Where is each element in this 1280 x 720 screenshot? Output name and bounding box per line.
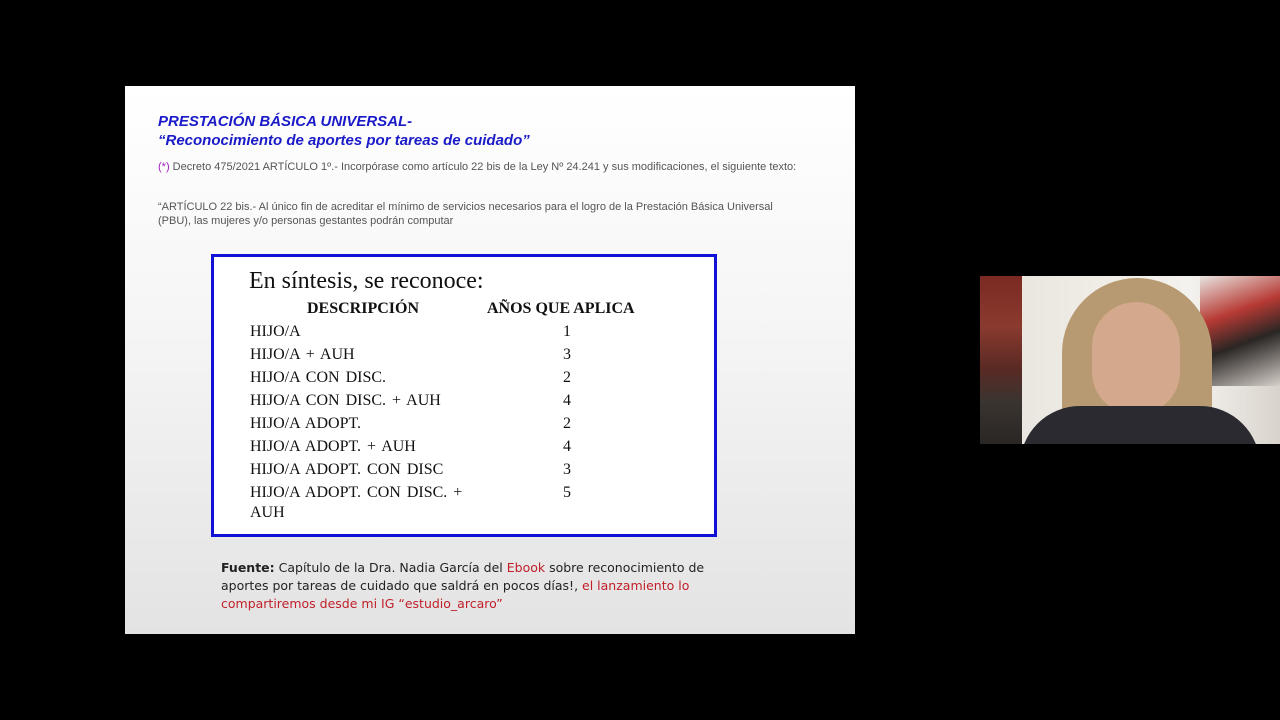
- row-years: 2: [563, 369, 571, 386]
- row-years: 3: [563, 346, 571, 363]
- decree-marker: (*): [158, 161, 170, 173]
- row-years: 4: [563, 438, 571, 455]
- row-description: HIJO/A CON DISC.: [250, 369, 387, 386]
- row-description: HIJO/A ADOPT. CON DISC. + AUH: [250, 484, 463, 521]
- row-years: 2: [563, 415, 571, 432]
- wall-art-image: [1200, 276, 1280, 386]
- source-text-continued: sobre reconocimiento de aportes por tareas de cuidado que saldrá en pocos días!,: [221, 560, 705, 593]
- column-header-years: AÑOS QUE APLICA: [487, 300, 635, 317]
- presenter-body: [1020, 406, 1260, 444]
- row-years: 4: [563, 392, 571, 409]
- article-paragraph: “ARTÍCULO 22 bis.- Al único fin de acreditar el mínimo de servicios necesarios para el logro de la Prestación Básica Universal (PBU), las mujeres y/o personas gestantes podrán computar: [158, 201, 773, 227]
- ebook-link: Ebook: [506, 560, 546, 575]
- decree-text: Decreto 475/2021 ARTÍCULO 1º.- Incorpórase como artículo 22 bis de la Ley Nº 24.241 y sus modificaciones, el siguiente texto:: [172, 161, 797, 173]
- row-years: 5: [563, 484, 571, 501]
- slide-title-line-1: PRESTACIÓN BÁSICA UNIVERSAL-: [158, 113, 413, 130]
- row-years: 1: [563, 323, 571, 340]
- source-label: Fuente:: [221, 560, 275, 575]
- presentation-slide: [125, 86, 855, 634]
- source-text: Capítulo de la Dra. Nadia García del: [274, 560, 507, 575]
- presenter-face: [1092, 302, 1180, 414]
- webcam-video-tile[interactable]: [980, 276, 1280, 444]
- row-years: 3: [563, 461, 571, 478]
- row-description: HIJO/A ADOPT.: [250, 415, 362, 432]
- summary-heading: En síntesis, se reconoce:: [249, 268, 484, 294]
- row-description: HIJO/A + AUH: [250, 346, 355, 363]
- launch-announcement: el lanzamiento lo compartiremos desde mi IG “estudio_arcaro”: [221, 578, 690, 611]
- row-description: HIJO/A: [250, 323, 301, 340]
- source-note: [221, 559, 721, 613]
- decree-paragraph: [158, 160, 798, 174]
- summary-table: [211, 254, 717, 537]
- slide-title: [158, 112, 530, 150]
- column-header-description: DESCRIPCIÓN: [307, 300, 420, 317]
- row-description: HIJO/A ADOPT. CON DISC: [250, 461, 444, 478]
- row-description: HIJO/A CON DISC. + AUH: [250, 392, 441, 409]
- bookshelf-image: [980, 276, 1022, 444]
- row-description: HIJO/A ADOPT. + AUH: [250, 438, 416, 455]
- slide-title-line-2: “Reconocimiento de aportes por tareas de cuidado”: [158, 132, 530, 149]
